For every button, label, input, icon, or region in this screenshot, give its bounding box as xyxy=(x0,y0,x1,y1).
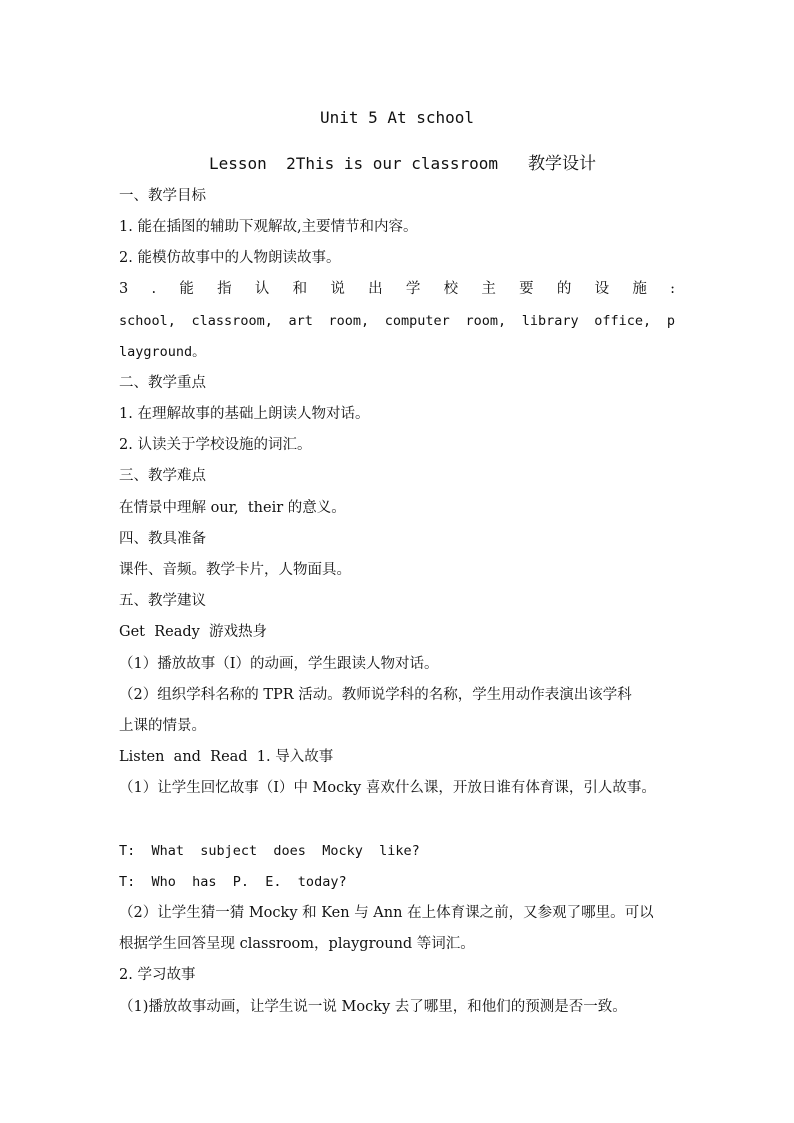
objective-3-char: 学 xyxy=(405,281,421,297)
section-2-heading: 二、教学重点 xyxy=(119,375,206,391)
document-title: Unit 5 At school xyxy=(319,108,475,127)
objective-3-word: library xyxy=(521,313,579,329)
section-4-heading: 四、教具准备 xyxy=(119,531,206,547)
listen-read-item-2-cont: 根据学生回答呈现 classroom，playground 等词汇。 xyxy=(119,936,475,952)
document-subtitle xyxy=(209,149,596,174)
objective-3-char: 说 xyxy=(330,281,345,297)
story-item-1: （1)播放故事动画，让学生说一说 Mocky 去了哪里，和他们的预测是否一致。 xyxy=(119,999,627,1015)
section-1-heading: 一、教学目标 xyxy=(119,188,206,204)
objective-3-end: layground。 xyxy=(119,344,206,360)
subtitle-chinese: 教学设计 xyxy=(527,154,596,174)
teacher-question-2: T: Who has P. E. today? xyxy=(119,874,347,890)
key-point-1: 1. 在理解故事的基础上朗读人物对话。 xyxy=(119,406,370,422)
objective-3-char: 要 xyxy=(519,281,534,297)
section-3-heading: 三、教学难点 xyxy=(119,468,206,484)
objective-3-char: 施 xyxy=(632,281,647,297)
objective-3-char: 和 xyxy=(292,281,308,297)
objective-3-char: 出 xyxy=(368,281,383,297)
objective-3-char: 校 xyxy=(443,281,459,297)
get-ready-item-1: （1）播放故事（I）的动画，学生跟读人物对话。 xyxy=(119,656,439,672)
objective-3-word: p xyxy=(666,313,675,329)
story-heading: 2. 学习故事 xyxy=(119,967,196,983)
objective-3-word: office, xyxy=(594,313,652,329)
objective-3-char: . xyxy=(151,281,157,297)
objective-3-char: 设 xyxy=(594,281,610,297)
objective-3-word: computer xyxy=(384,313,450,329)
objective-3-word: school, xyxy=(119,313,176,329)
objective-1: 1. 能在插图的辅助下观解故,主要情节和内容。 xyxy=(119,219,418,235)
key-point-2: 2. 认读关于学校设施的词汇。 xyxy=(119,437,312,453)
objective-3-vocabulary xyxy=(119,311,675,331)
objective-3-char: 主 xyxy=(481,281,496,297)
section-5-heading: 五、教学建议 xyxy=(119,593,206,609)
objective-3-char: 能 xyxy=(179,281,194,297)
listen-read-item-2: （2）让学生猜一猜 Mocky 和 Ken 与 Ann 在上体育课之前，又参观了哪里。可以 xyxy=(119,905,654,921)
listen-read-item-1: （1）让学生回忆故事（I）中 Mocky 喜欢什么课，开放日谁有体育课，引人故事。 xyxy=(119,780,656,796)
listen-read-heading: Listen and Read 1. 导入故事 xyxy=(119,749,334,765)
get-ready-heading: Get Ready 游戏热身 xyxy=(119,624,268,640)
objective-3-word: art xyxy=(288,313,313,329)
materials-text: 课件、音频。教学卡片，人物面具。 xyxy=(119,562,351,578)
get-ready-item-2-cont: 上课的情景。 xyxy=(119,718,206,734)
objective-3-word: room, xyxy=(465,313,507,329)
objective-3-char: 认 xyxy=(254,281,270,297)
objective-3-word: classroom, xyxy=(191,313,273,329)
objective-3-word: room, xyxy=(328,313,370,329)
teacher-question-1: T: What subject does Mocky like? xyxy=(119,843,420,859)
objective-3-line xyxy=(119,279,675,299)
difficulty-text: 在情景中理解 our, their 的意义。 xyxy=(119,500,346,516)
objective-3-char: 3 xyxy=(119,281,129,297)
objective-3-char: 的 xyxy=(556,281,572,297)
objective-2: 2. 能模仿故事中的人物朗读故事。 xyxy=(119,250,341,266)
objective-3-char: : xyxy=(670,281,675,297)
subtitle-english: Lesson 2This is our classroom xyxy=(209,154,498,173)
objective-3-char: 指 xyxy=(217,281,232,297)
get-ready-item-2: （2）组织学科名称的 TPR 活动。教师说学科的名称，学生用动作表演出该学科 xyxy=(119,687,632,703)
